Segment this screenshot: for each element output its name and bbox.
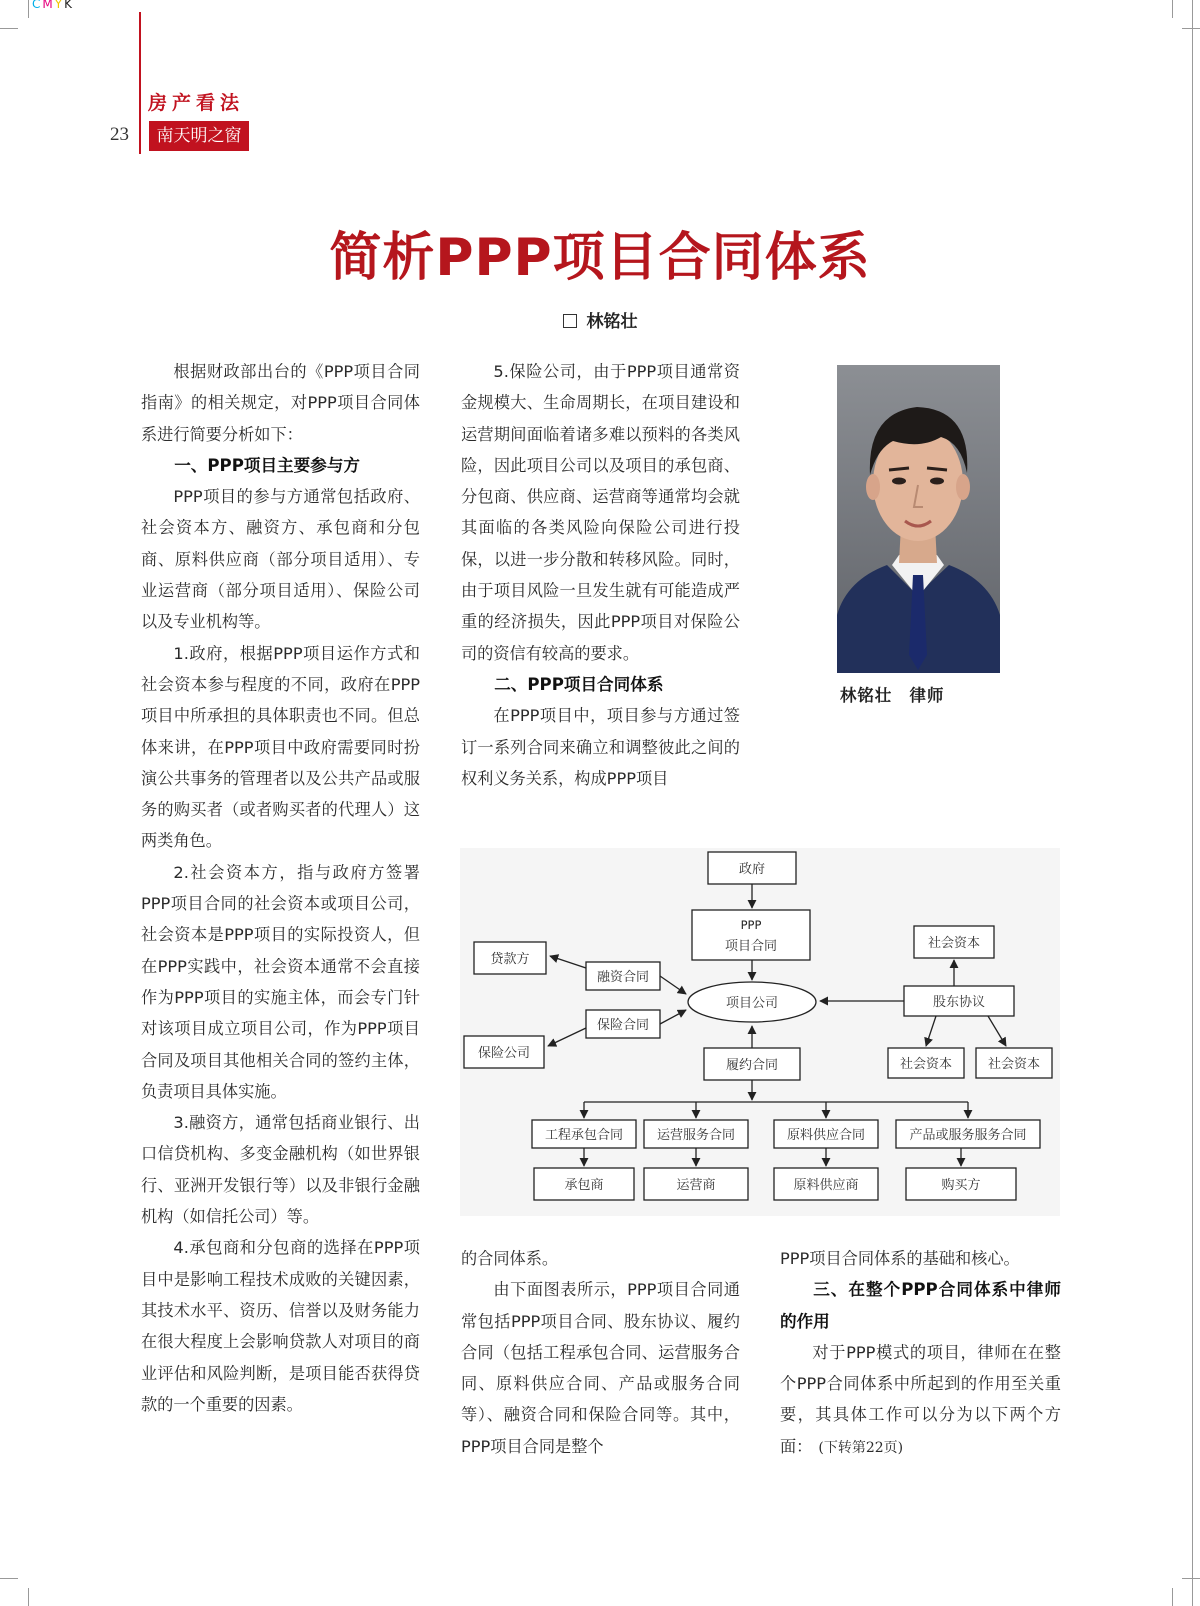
paragraph: 根据财政部出台的《PPP项目合同指南》的相关规定，对PPP项目合同体系进行简要分析如下： (141, 362, 420, 444)
paragraph: 的合同体系。 (461, 1249, 559, 1268)
paragraph: 4.承包商和分包商的选择在PPP项目中是影响工程技术成败的关键因素，其技术水平、资历、信誉以及财务能力在很大程度上会影响贷款人对项目的商业评估和风险判断，是项目能否获得贷款的一个重要的因素。 (141, 1238, 420, 1414)
cmyk-y: Y (54, 0, 65, 11)
section-heading: 三、在整个PPP合同体系中律师的作用 (780, 1280, 1061, 1331)
label-party-1: 承包商 (564, 1178, 604, 1193)
label-insurance-contract: 保险合同 (596, 1018, 650, 1033)
label-party-3: 原料供应商 (793, 1178, 859, 1193)
cmyk-k: K (64, 0, 74, 11)
paragraph: PPP项目合同体系的基础和核心。 (780, 1249, 1020, 1268)
page-number: 23 (110, 124, 129, 145)
section-heading: 二、PPP项目合同体系 (494, 674, 664, 694)
label-contract-type-1: 工程承包合同 (544, 1128, 624, 1143)
label-contract-type-3: 原料供应合同 (786, 1128, 866, 1143)
cmyk-print-mark (32, 0, 74, 11)
paragraph: 由下面图表所示，PPP项目合同通常包括PPP项目合同、股东协议、履约合同（包括工程承包合同、运营服务合同、原料供应合同、产品或服务合同等）、融资合同和保险合同等。其中，PPP项目合同是整个 (461, 1280, 740, 1456)
column-badge: 南天明之窗 (149, 121, 249, 151)
label-party-2: 运营商 (676, 1178, 716, 1193)
photo-caption: 林铭壮 律师 (840, 686, 945, 705)
label-social-capital-top: 社会资本 (927, 936, 981, 951)
continued-note: (下转第22页) (818, 1439, 904, 1456)
crop-mark (28, 0, 29, 18)
label-performance-contract: 履约合同 (725, 1058, 779, 1073)
author-photo (837, 365, 1000, 673)
label-ppp-contract-2: 项目合同 (724, 939, 778, 954)
label-financing-contract: 融资合同 (596, 970, 650, 985)
header-rule (139, 12, 141, 154)
author-box-icon (563, 314, 577, 328)
author-name: 林铭壮 (586, 312, 638, 332)
cmyk-m: M (42, 0, 55, 11)
column-3-bottom (780, 1243, 1061, 1464)
column-2-bottom (461, 1243, 740, 1462)
label-project-company: 项目公司 (725, 996, 779, 1011)
author-line (0, 307, 1200, 332)
label-insurer: 保险公司 (477, 1046, 531, 1061)
label-party-4: 购买方 (941, 1178, 981, 1193)
crop-mark (1182, 28, 1200, 29)
crop-mark (0, 28, 18, 29)
column-1 (141, 356, 420, 1420)
portrait-illustration (837, 365, 1000, 673)
article-title: 简析PPP项目合同体系 (329, 228, 871, 288)
label-social-capital-left: 社会资本 (899, 1057, 953, 1072)
cmyk-c: C (32, 0, 43, 11)
paragraph: 3.融资方，通常包括商业银行、出口信贷机构、多变金融机构（如世界银行、亚洲开发银行等）以及非银行金融机构（如信托公司）等。 (141, 1113, 420, 1227)
paragraph: PPP项目的参与方通常包括政府、社会资本方、融资方、承包商和分包商、原料供应商（部分项目适用）、专业运营商（部分项目适用）、保险公司以及专业机构等。 (141, 487, 420, 632)
contract-system-diagram (460, 848, 1060, 1216)
paragraph: 2.社会资本方，指与政府方签署PPP项目合同的社会资本或项目公司，社会资本是PPP项目的实际投资人，但在PPP实践中，社会资本通常不会直接作为PPP项目的实施主体，而会专门针对该项目成立项目公司，作为PPP项目合同及项目其他相关合同的签约主体，负责项目具体实施。 (141, 862, 420, 1101)
label-government: 政府 (738, 862, 766, 877)
crop-mark (1172, 1588, 1173, 1606)
crop-mark (1182, 1578, 1200, 1579)
section-heading: 一、PPP项目主要参与方 (174, 455, 361, 475)
label-shareholder-agreement: 股东协议 (932, 995, 986, 1010)
section-tag: 房产看法 (148, 92, 245, 114)
paragraph: 在PPP项目中，项目参与方通过签订一系列合同来确立和调整彼此之间的权利义务关系，构成PPP项目 (461, 706, 740, 788)
paragraph: 5.保险公司，由于PPP项目通常资金规模大、生命周期长，在项目建设和运营期间面临着诸多难以预料的各类风险，因此项目公司以及项目的承包商、分包商、供应商、运营商等通常均会就其面临的各类风险向保险公司进行投保，以进一步分散和转移风险。同时，由于项目风险一旦发生就有可能造成严重的经济损失，因此PPP项目对保险公司的资信有较高的要求。 (461, 362, 740, 663)
crop-mark (1172, 0, 1173, 18)
label-contract-type-2: 运营服务合同 (656, 1128, 736, 1143)
crop-mark (0, 1578, 18, 1579)
label-lender: 贷款方 (490, 952, 530, 967)
crop-mark (28, 1588, 29, 1606)
paragraph (780, 1337, 1061, 1464)
label-contract-type-4: 产品或服务服务合同 (909, 1128, 1027, 1143)
label-ppp-contract-1: PPP (740, 918, 762, 932)
label-social-capital-right: 社会资本 (987, 1057, 1041, 1072)
column-2-top (461, 356, 740, 794)
paragraph: 1.政府，根据PPP项目运作方式和社会资本参与程度的不同，政府在PPP项目中所承担的具体职责也不同。但总体来讲，在PPP项目中政府需要同时扮演公共事务的管理者以及公共产品或服务的购买者（或者购买者的代理人）这两类角色。 (141, 643, 420, 851)
paragraph-text: 对于PPP模式的项目，律师在在整个PPP合同体系中所起到的作用至关重要，其具体工作可以分为以下两个方面： (780, 1342, 1061, 1456)
